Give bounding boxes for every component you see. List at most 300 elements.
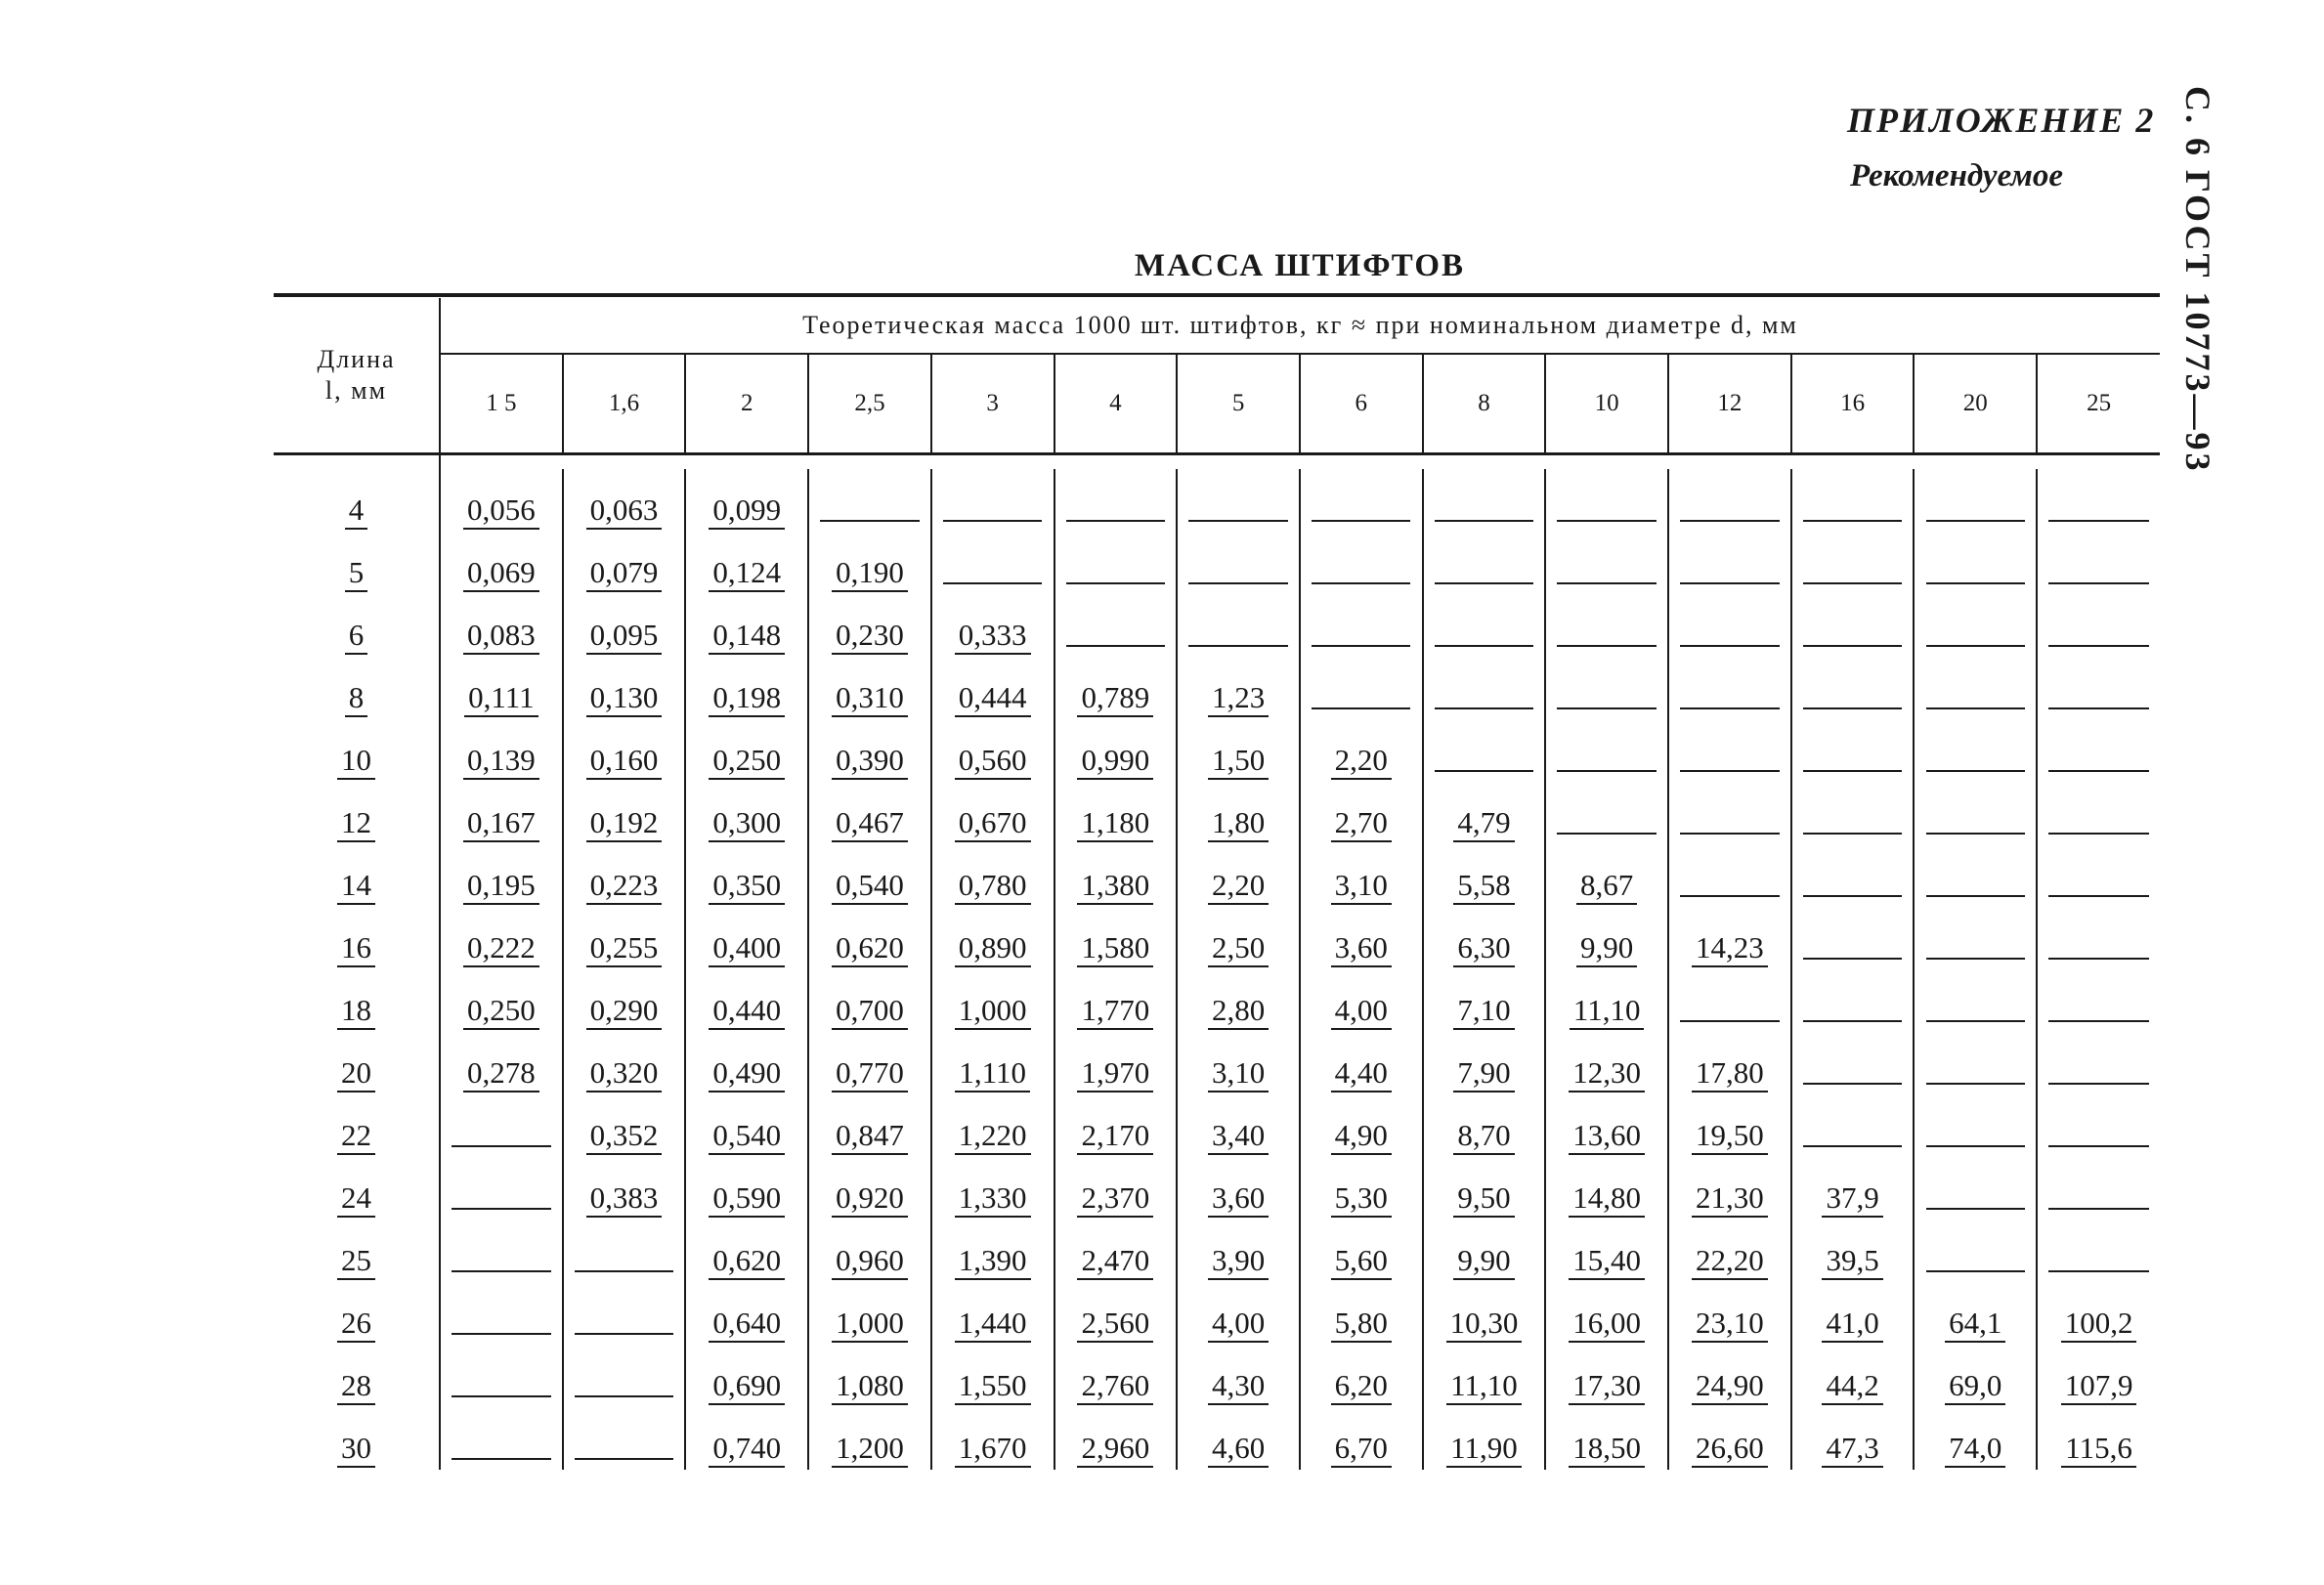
length-value: 22 [337, 1118, 375, 1155]
empty-cell [1914, 719, 2037, 782]
mass-cell [1423, 782, 1546, 844]
mass-value: 4,00 [1208, 1306, 1269, 1343]
mass-cell [440, 1032, 563, 1094]
mass-value: 0,278 [463, 1055, 539, 1092]
empty-cell-line [1680, 519, 1779, 522]
empty-cell [2037, 1032, 2160, 1094]
empty-cell [1545, 594, 1668, 657]
empty-cell [440, 1220, 563, 1282]
mass-cell [931, 1157, 1054, 1220]
empty-cell [2037, 1094, 2160, 1157]
mass-cell [1300, 719, 1423, 782]
empty-cell [440, 1345, 563, 1407]
empty-cell [1054, 532, 1178, 594]
mass-cell [1423, 1282, 1546, 1345]
mass-value: 1,23 [1208, 680, 1269, 717]
empty-cell-line [2048, 832, 2148, 835]
empty-cell-line [1926, 894, 2025, 897]
empty-cell [1177, 469, 1300, 532]
mass-value: 4,60 [1208, 1431, 1269, 1468]
mass-cell [808, 1345, 931, 1407]
mass-value: 0,350 [709, 868, 785, 905]
empty-cell-line [2048, 581, 2148, 584]
mass-cell [440, 532, 563, 594]
mass-value: 11,90 [1446, 1431, 1522, 1468]
diameter-header-cell: 2,5 [808, 354, 931, 454]
mass-cell [685, 1220, 808, 1282]
empty-cell-line [1926, 1019, 2025, 1022]
mass-cell [563, 719, 686, 782]
empty-cell [2037, 907, 2160, 969]
empty-cell [1423, 594, 1546, 657]
mass-cell [931, 907, 1054, 969]
mass-value: 9,90 [1576, 930, 1637, 967]
mass-value: 0,990 [1077, 743, 1153, 780]
mass-cell [1300, 1282, 1423, 1345]
mass-value: 0,148 [709, 618, 785, 655]
empty-cell-line [2048, 1269, 2148, 1272]
length-value: 12 [337, 805, 375, 842]
empty-cell-line [1926, 832, 2025, 835]
mass-value: 3,10 [1331, 868, 1392, 905]
empty-cell-line [1926, 1144, 2025, 1147]
mass-cell [685, 469, 808, 532]
empty-cell-line [1557, 707, 1656, 709]
empty-cell-line [1435, 644, 1533, 647]
mass-value: 1,220 [955, 1118, 1031, 1155]
length-cell [274, 1345, 440, 1407]
mass-value: 0,400 [709, 930, 785, 967]
empty-cell-line [2048, 1082, 2148, 1085]
mass-cell [931, 969, 1054, 1032]
mass-value: 2,20 [1208, 868, 1269, 905]
mass-value: 0,700 [832, 993, 908, 1030]
mass-value: 0,255 [586, 930, 663, 967]
empty-cell-line [1312, 581, 1410, 584]
appendix-subtitle: Рекомендуемое [1850, 158, 2064, 193]
mass-value: 44,2 [1822, 1368, 1882, 1405]
mass-value: 6,20 [1331, 1368, 1392, 1405]
mass-value: 9,50 [1453, 1180, 1514, 1218]
mass-value: 0,190 [832, 555, 908, 592]
mass-cell [808, 1157, 931, 1220]
empty-cell [1545, 719, 1668, 782]
empty-cell [1914, 1157, 2037, 1220]
empty-cell [1791, 1032, 1915, 1094]
mass-cell [563, 907, 686, 969]
mass-value: 37,9 [1822, 1180, 1882, 1218]
mass-cell [1054, 1407, 1178, 1470]
length-cell [274, 532, 440, 594]
mass-cell [1177, 1282, 1300, 1345]
empty-cell [1545, 657, 1668, 719]
mass-value: 10,30 [1446, 1306, 1523, 1343]
mass-value: 4,90 [1331, 1118, 1392, 1155]
empty-cell-line [452, 1457, 550, 1460]
mass-cell [1423, 1345, 1546, 1407]
diameter-header-cell: 20 [1914, 354, 2037, 454]
mass-cell [1177, 844, 1300, 907]
empty-cell-line [1803, 769, 1902, 772]
mass-cell [1668, 1282, 1791, 1345]
mass-cell [931, 844, 1054, 907]
mass-value: 6,30 [1453, 930, 1514, 967]
mass-cell [685, 907, 808, 969]
mass-cell [1300, 1407, 1423, 1470]
mass-value: 8,67 [1576, 868, 1637, 905]
mass-cell [808, 844, 931, 907]
mass-cell [931, 1407, 1054, 1470]
length-value: 20 [337, 1055, 375, 1092]
mass-value: 0,540 [709, 1118, 785, 1155]
mass-value: 5,58 [1453, 868, 1514, 905]
mass-cell [685, 1094, 808, 1157]
empty-cell-line [1803, 519, 1902, 522]
empty-cell [2037, 594, 2160, 657]
mass-value: 1,440 [955, 1306, 1031, 1343]
empty-cell-line [2048, 1019, 2148, 1022]
mass-value: 13,60 [1569, 1118, 1645, 1155]
empty-cell-line [1680, 894, 1779, 897]
empty-cell [931, 469, 1054, 532]
table-row [274, 1220, 2160, 1282]
empty-cell [440, 1094, 563, 1157]
empty-cell [1423, 532, 1546, 594]
empty-cell [1668, 469, 1791, 532]
mass-cell [1054, 1282, 1178, 1345]
length-value: 18 [337, 993, 375, 1030]
mass-value: 0,192 [586, 805, 663, 842]
empty-cell [563, 1345, 686, 1407]
mass-cell [931, 1220, 1054, 1282]
empty-cell [808, 469, 931, 532]
mass-cell [1054, 969, 1178, 1032]
mass-cell [808, 1094, 931, 1157]
mass-value: 0,056 [463, 493, 539, 530]
empty-cell-line [2048, 894, 2148, 897]
mass-cell [1300, 1032, 1423, 1094]
mass-value: 41,0 [1822, 1306, 1882, 1343]
mass-cell [1545, 1032, 1668, 1094]
mass-value: 3,10 [1208, 1055, 1269, 1092]
empty-cell [563, 1220, 686, 1282]
mass-cell [931, 1032, 1054, 1094]
mass-value: 0,540 [832, 868, 908, 905]
mass-cell [563, 594, 686, 657]
diameter-header-row [274, 354, 2160, 454]
mass-value: 2,50 [1208, 930, 1269, 967]
empty-cell [1791, 657, 1915, 719]
mass-value: 1,770 [1077, 993, 1153, 1030]
empty-cell [1914, 532, 2037, 594]
mass-value: 0,383 [586, 1180, 663, 1218]
mass-cell [931, 1094, 1054, 1157]
mass-value: 2,370 [1077, 1180, 1153, 1218]
mass-cell [1177, 1345, 1300, 1407]
mass-value: 2,170 [1077, 1118, 1153, 1155]
table-row [274, 532, 2160, 594]
empty-cell-line [2048, 519, 2148, 522]
empty-cell [1914, 1094, 2037, 1157]
empty-cell-line [1066, 644, 1165, 647]
mass-value: 0,124 [709, 555, 785, 592]
mass-value: 26,60 [1692, 1431, 1768, 1468]
mass-value: 4,00 [1331, 993, 1392, 1030]
mass-value: 0,300 [709, 805, 785, 842]
table-row [274, 1345, 2160, 1407]
mass-cell [1300, 844, 1423, 907]
mass-cell [2037, 1407, 2160, 1470]
mass-cell [1423, 1032, 1546, 1094]
mass-value: 0,690 [709, 1368, 785, 1405]
diameter-header-cell: 1 5 [440, 354, 563, 454]
table-row [274, 1094, 2160, 1157]
length-value: 24 [337, 1180, 375, 1218]
table-row [274, 1282, 2160, 1345]
empty-cell-line [1803, 707, 1902, 709]
mass-cell [1423, 1220, 1546, 1282]
mass-value: 2,80 [1208, 993, 1269, 1030]
empty-cell [1791, 782, 1915, 844]
mass-value: 3,40 [1208, 1118, 1269, 1155]
mass-cell [563, 1032, 686, 1094]
mass-value: 2,560 [1077, 1306, 1153, 1343]
empty-cell-line [1557, 832, 1656, 835]
mass-cell [440, 969, 563, 1032]
empty-cell-line [1926, 644, 2025, 647]
length-value: 8 [345, 680, 368, 717]
mass-value: 0,740 [709, 1431, 785, 1468]
mass-cell [563, 469, 686, 532]
mass-value: 1,580 [1077, 930, 1153, 967]
mass-cell [1423, 1407, 1546, 1470]
mass-cell [1177, 719, 1300, 782]
mass-cell [1054, 1345, 1178, 1407]
mass-cell [1791, 1282, 1915, 1345]
mass-value: 9,90 [1453, 1243, 1514, 1280]
table-row [274, 907, 2160, 969]
mass-cell [1177, 969, 1300, 1032]
mass-cell [1668, 1094, 1791, 1157]
mass-cell [440, 719, 563, 782]
mass-value: 0,095 [586, 618, 663, 655]
mass-cell [563, 782, 686, 844]
empty-cell-line [1680, 832, 1779, 835]
empty-cell-line [1926, 769, 2025, 772]
mass-value: 14,80 [1569, 1180, 1645, 1218]
length-value: 30 [337, 1431, 375, 1468]
mass-value: 2,20 [1331, 743, 1392, 780]
mass-value: 0,160 [586, 743, 663, 780]
mass-cell [563, 1157, 686, 1220]
mass-value: 18,50 [1569, 1431, 1645, 1468]
mass-cell [1545, 907, 1668, 969]
table-body [274, 469, 2160, 1470]
mass-cell [685, 1032, 808, 1094]
mass-value: 5,80 [1331, 1306, 1392, 1343]
empty-cell [440, 1407, 563, 1470]
mass-value: 0,079 [586, 555, 663, 592]
empty-cell-line [2048, 1144, 2148, 1147]
mass-cell [440, 844, 563, 907]
empty-cell-line [1926, 957, 2025, 960]
empty-cell [1545, 782, 1668, 844]
mass-value: 0,847 [832, 1118, 908, 1155]
empty-cell [440, 1282, 563, 1345]
length-cell [274, 1157, 440, 1220]
length-cell [274, 1220, 440, 1282]
mass-cell [1177, 1407, 1300, 1470]
mass-cell [808, 1220, 931, 1282]
mass-cell [1054, 782, 1178, 844]
mass-value: 69,0 [1945, 1368, 2005, 1405]
mass-value: 0,310 [832, 680, 908, 717]
empty-cell-line [2048, 644, 2148, 647]
mass-value: 1,110 [955, 1055, 1030, 1092]
length-value: 28 [337, 1368, 375, 1405]
mass-cell [1545, 1345, 1668, 1407]
length-value: 25 [337, 1243, 375, 1280]
mass-cell [808, 594, 931, 657]
empty-cell [1177, 594, 1300, 657]
mass-cell [931, 782, 1054, 844]
length-cell [274, 469, 440, 532]
empty-cell [1914, 844, 2037, 907]
empty-cell [1914, 1032, 2037, 1094]
mass-cell [1914, 1345, 2037, 1407]
mass-value: 1,50 [1208, 743, 1269, 780]
empty-cell-line [1803, 1082, 1902, 1085]
diameter-header-cell: 12 [1668, 354, 1791, 454]
mass-cell [685, 844, 808, 907]
empty-cell-line [1557, 644, 1656, 647]
mass-value: 17,30 [1569, 1368, 1645, 1405]
mass-value: 0,560 [955, 743, 1031, 780]
mass-value: 0,250 [463, 993, 539, 1030]
empty-cell [1791, 1094, 1915, 1157]
mass-value: 0,640 [709, 1306, 785, 1343]
empty-cell [2037, 844, 2160, 907]
mass-cell [808, 1282, 931, 1345]
mass-value: 0,789 [1077, 680, 1153, 717]
empty-cell-line [2048, 957, 2148, 960]
mass-value: 47,3 [1822, 1431, 1882, 1468]
empty-cell [563, 1407, 686, 1470]
table-row [274, 782, 2160, 844]
empty-cell [1545, 469, 1668, 532]
empty-cell [2037, 1220, 2160, 1282]
length-value: 14 [337, 868, 375, 905]
mass-value: 16,00 [1569, 1306, 1645, 1343]
length-value: 5 [345, 555, 368, 592]
mass-cell [440, 469, 563, 532]
mass-value: 5,30 [1331, 1180, 1392, 1218]
mass-value: 8,70 [1453, 1118, 1514, 1155]
mass-cell [685, 719, 808, 782]
mass-value: 1,670 [955, 1431, 1031, 1468]
empty-cell-line [452, 1144, 550, 1147]
diameter-header-cell: 3 [931, 354, 1054, 454]
empty-cell [2037, 532, 2160, 594]
mass-value: 0,444 [955, 680, 1031, 717]
mass-cell [1545, 1220, 1668, 1282]
mass-cell [1914, 1407, 2037, 1470]
mass-cell [563, 657, 686, 719]
empty-cell [2037, 657, 2160, 719]
empty-cell-line [1803, 1019, 1902, 1022]
empty-cell [1914, 907, 2037, 969]
mass-cell [685, 657, 808, 719]
mass-value: 0,960 [832, 1243, 908, 1280]
empty-cell-line [1435, 581, 1533, 584]
mass-cell [1668, 1220, 1791, 1282]
length-value: 16 [337, 930, 375, 967]
mass-value: 0,099 [709, 493, 785, 530]
empty-cell-line [1312, 519, 1410, 522]
length-cell [274, 844, 440, 907]
mass-cell [1545, 1157, 1668, 1220]
mass-cell [1177, 782, 1300, 844]
mass-value: 1,000 [832, 1306, 908, 1343]
mass-value: 2,470 [1077, 1243, 1153, 1280]
mass-cell [1300, 907, 1423, 969]
mass-cell [1423, 907, 1546, 969]
mass-cell [808, 782, 931, 844]
empty-cell [2037, 969, 2160, 1032]
mass-cell [685, 532, 808, 594]
mass-value: 0,333 [955, 618, 1031, 655]
diameter-header-cell: 6 [1300, 354, 1423, 454]
mass-value: 11,10 [1570, 993, 1645, 1030]
mass-cell [1423, 1094, 1546, 1157]
mass-cell [931, 594, 1054, 657]
mass-value: 1,390 [955, 1243, 1031, 1280]
mass-cell [1545, 1094, 1668, 1157]
empty-cell [1423, 657, 1546, 719]
empty-cell-line [452, 1332, 550, 1335]
length-cell [274, 594, 440, 657]
length-cell [274, 657, 440, 719]
mass-cell [1177, 1094, 1300, 1157]
length-cell [274, 1282, 440, 1345]
mass-cell [1054, 719, 1178, 782]
mass-value: 0,620 [709, 1243, 785, 1280]
mass-value: 0,290 [586, 993, 663, 1030]
empty-cell-line [2048, 1207, 2148, 1210]
mass-cell [1300, 782, 1423, 844]
empty-cell [1423, 469, 1546, 532]
mass-value: 0,250 [709, 743, 785, 780]
length-value: 26 [337, 1306, 375, 1343]
length-cell [274, 782, 440, 844]
mass-cell [440, 782, 563, 844]
mass-value: 0,167 [463, 805, 539, 842]
diameter-header-cell: 10 [1545, 354, 1668, 454]
mass-value: 4,30 [1208, 1368, 1269, 1405]
mass-cell [2037, 1345, 2160, 1407]
mass-cell [440, 657, 563, 719]
mass-value: 6,70 [1331, 1431, 1392, 1468]
mass-value: 1,330 [955, 1180, 1031, 1218]
empty-cell-line [1312, 644, 1410, 647]
mass-value: 0,620 [832, 930, 908, 967]
mass-cell [1177, 657, 1300, 719]
empty-cell-line [1066, 581, 1165, 584]
empty-cell [1668, 844, 1791, 907]
mass-value: 0,467 [832, 805, 908, 842]
length-cell [274, 1094, 440, 1157]
empty-cell [1791, 907, 1915, 969]
